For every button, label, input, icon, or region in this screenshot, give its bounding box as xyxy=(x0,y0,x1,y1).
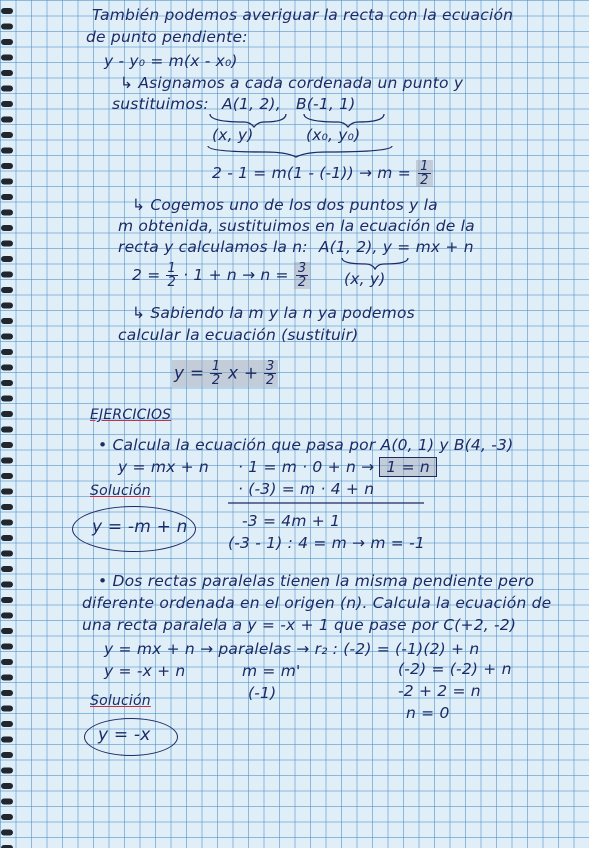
text-line: ↳ Sabiendo la m y la n ya podemos xyxy=(132,304,415,322)
spiral-ring xyxy=(1,148,13,154)
coordinate-label: (x, y) xyxy=(212,126,254,144)
equation-point-slope: y - y₀ = m(x - x₀) xyxy=(104,52,238,70)
spiral-ring xyxy=(1,628,13,634)
fraction xyxy=(264,360,276,387)
equation: y = -x + n xyxy=(104,662,186,680)
spiral-ring xyxy=(1,39,13,45)
denominator: 2 xyxy=(265,373,275,388)
equation: -2 + 2 = n xyxy=(398,682,481,700)
text-fragment: x + xyxy=(228,363,259,384)
text-line: de punto pendiente: xyxy=(86,28,248,46)
spiral-ring xyxy=(1,334,13,340)
equation: -3 = 4m + 1 xyxy=(242,512,341,530)
solution-heading: Solución xyxy=(90,693,151,709)
text-line xyxy=(118,238,474,256)
spiral-ring xyxy=(1,365,13,371)
numerator: 1 xyxy=(211,359,221,374)
text-fragment: y = xyxy=(174,363,205,384)
spiral-ring xyxy=(1,752,13,758)
spiral-ring xyxy=(1,535,13,541)
spiral-ring xyxy=(1,55,13,61)
denominator: 2 xyxy=(211,373,221,388)
spiral-ring xyxy=(1,132,13,138)
fraction xyxy=(416,160,432,187)
intercept-calculation xyxy=(132,262,310,289)
spiral-ring xyxy=(1,86,13,92)
equation: m = m' xyxy=(242,662,301,680)
spiral-ring xyxy=(1,768,13,774)
spiral-ring xyxy=(1,194,13,200)
equation: (-1) xyxy=(248,684,277,702)
point-a: A(1, 2) xyxy=(222,95,276,113)
spiral-ring xyxy=(1,504,13,510)
text-line: sustituimos: A(1, 2), B(-1, 1) xyxy=(112,95,356,113)
denominator: 2 xyxy=(167,275,177,290)
point-a: A(1, 2) xyxy=(318,238,373,256)
spiral-ring xyxy=(1,210,13,216)
spiral-ring xyxy=(1,597,13,603)
point-b: B(-1, 1) xyxy=(295,95,356,113)
spiral-ring xyxy=(1,427,13,433)
spiral-ring xyxy=(1,783,13,789)
equation: · (-3) = m · 4 + n xyxy=(238,480,375,498)
spiral-ring xyxy=(1,163,13,169)
answer: y = -x xyxy=(98,725,151,745)
text-fragment: 2 - 1 = m(1 - (-1)) → m = xyxy=(212,164,411,182)
exercise-statement: • Dos rectas paralelas tienen la misma pendiente pero xyxy=(98,572,535,590)
numerator: 1 xyxy=(167,261,177,276)
spiral-ring xyxy=(1,737,13,743)
equation: n = 0 xyxy=(406,704,450,722)
spiral-ring xyxy=(1,706,13,712)
spiral-ring xyxy=(1,256,13,262)
equation: (-2) = (-2) + n xyxy=(398,660,512,678)
text-fragment: , y = mx + n xyxy=(372,238,474,256)
coordinate-label: (x₀, y₀) xyxy=(306,126,361,144)
text-fragment: 2 = xyxy=(132,266,161,284)
text-line: calcular la ecuación (sustituir) xyxy=(118,326,359,344)
numerator: 3 xyxy=(265,359,275,374)
fraction xyxy=(210,360,222,387)
spiral-ring xyxy=(1,70,13,76)
spiral-ring xyxy=(1,24,13,30)
solution-heading: Solución xyxy=(90,483,151,499)
spiral-ring xyxy=(1,520,13,526)
text-fragment: · 1 = m · 0 + n → xyxy=(238,458,375,476)
spiral-ring xyxy=(1,272,13,278)
spiral-ring xyxy=(1,179,13,185)
brace xyxy=(206,144,396,158)
equation: y = mx + n → paralelas → r₂ : (-2) = (-1)(2) + n xyxy=(104,640,480,658)
text-fragment: recta y calculamos la n: xyxy=(118,238,308,256)
result-box: 1 = n xyxy=(379,457,437,477)
answer: y = -m + n xyxy=(92,517,188,537)
equation: (-3 - 1) : 4 = m → m = -1 xyxy=(228,534,425,552)
text-line: ↳ Cogemos uno de los dos puntos y la xyxy=(132,196,438,214)
spiral-ring xyxy=(1,396,13,402)
equation xyxy=(238,458,437,476)
text-line: También podemos averiguar la recta con la ecuación xyxy=(92,6,514,24)
spiral-ring xyxy=(1,566,13,572)
slope-calculation xyxy=(212,160,433,187)
numerator: 3 xyxy=(297,261,307,276)
spiral-ring xyxy=(1,659,13,665)
spiral-ring xyxy=(1,551,13,557)
spiral-ring xyxy=(1,442,13,448)
text-line: m obtenida, sustituimos en la ecuación de la xyxy=(118,217,475,235)
notebook-spiral xyxy=(0,0,16,848)
text-line: ↳ Asignamos a cada cordenada un punto y xyxy=(120,74,464,92)
spiral-ring xyxy=(1,241,13,247)
exercise-statement: diferente ordenada en el origen (n). Calcula la ecuación de xyxy=(82,594,552,612)
coordinate-label: (x, y) xyxy=(344,270,386,288)
denominator: 2 xyxy=(297,275,307,290)
brace xyxy=(340,256,410,270)
spiral-ring xyxy=(1,287,13,293)
spiral-ring xyxy=(1,349,13,355)
section-heading: EJERCICIOS xyxy=(90,407,172,423)
spiral-ring xyxy=(1,411,13,417)
spiral-ring xyxy=(1,117,13,123)
spiral-ring xyxy=(1,799,13,805)
equation: y = mx + n xyxy=(118,458,209,476)
spiral-ring xyxy=(1,8,13,14)
spiral-ring xyxy=(1,690,13,696)
numerator: 1 xyxy=(420,159,429,174)
exercise-statement: • Calcula la ecuación que pasa por A(0, 1) y B(4, -3) xyxy=(98,436,514,454)
spiral-ring xyxy=(1,303,13,309)
spiral-ring xyxy=(1,489,13,495)
spiral-ring xyxy=(1,458,13,464)
spiral-ring xyxy=(1,380,13,386)
spiral-ring xyxy=(1,675,13,681)
spiral-ring xyxy=(1,644,13,650)
fraction xyxy=(294,262,310,289)
spiral-ring xyxy=(1,318,13,324)
spiral-ring xyxy=(1,473,13,479)
final-equation xyxy=(172,360,278,387)
exercise-statement: una recta paralela a y = -x + 1 que pase por C(+2, -2) xyxy=(82,616,517,634)
divider-line xyxy=(226,500,426,506)
denominator: 2 xyxy=(420,173,429,188)
spiral-ring xyxy=(1,613,13,619)
spiral-ring xyxy=(1,721,13,727)
fraction xyxy=(166,262,178,289)
spiral-ring xyxy=(1,830,13,836)
spiral-ring xyxy=(1,814,13,820)
spiral-ring xyxy=(1,582,13,588)
spiral-ring xyxy=(1,225,13,231)
spiral-ring xyxy=(1,101,13,107)
text-fragment: sustituimos: xyxy=(112,95,209,113)
text-fragment: · 1 + n → n = xyxy=(183,266,289,284)
